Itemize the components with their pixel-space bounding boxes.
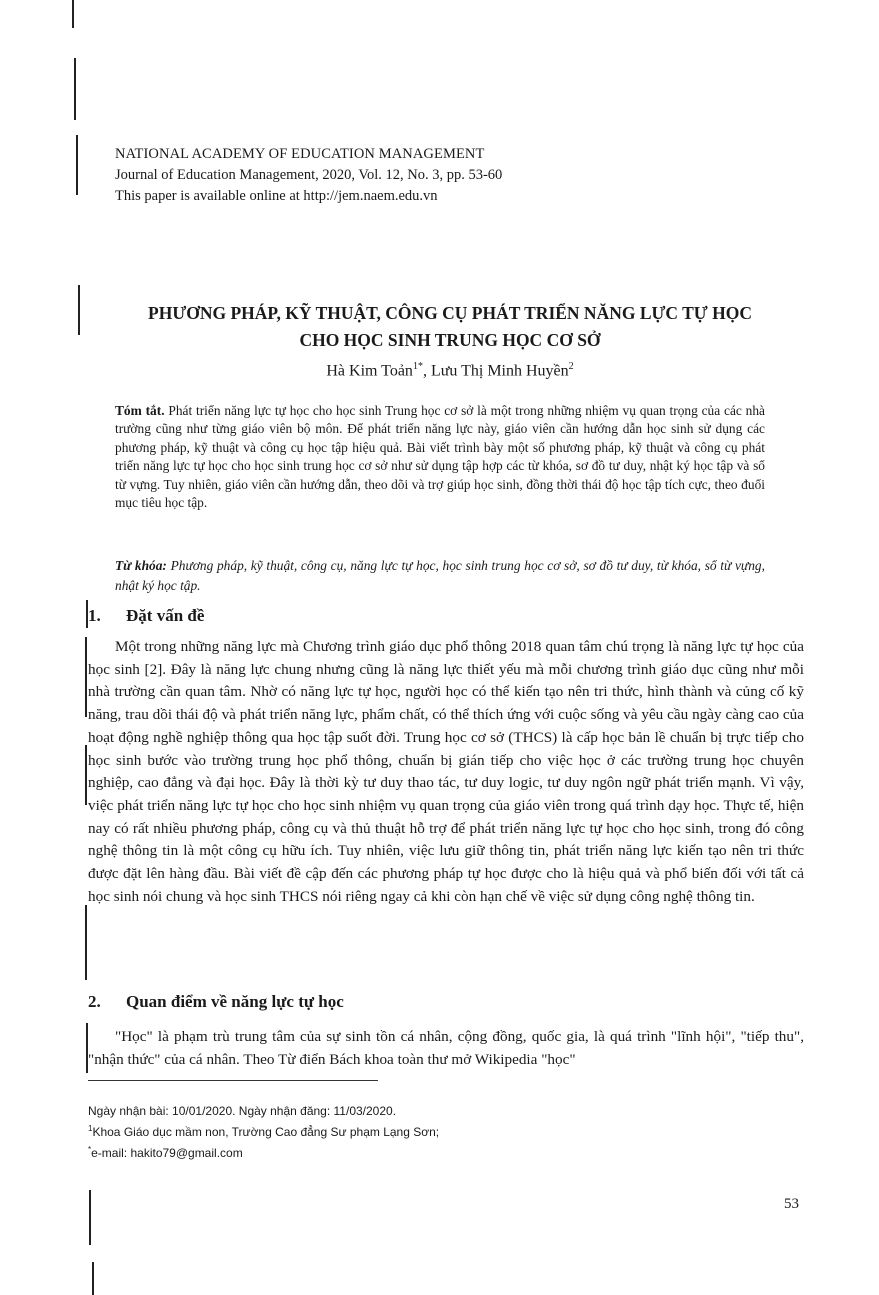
scan-margin-mark <box>92 1262 94 1295</box>
footnote-email <box>88 1141 439 1162</box>
journal-citation: Journal of Education Management, 2020, Vol. 12, No. 3, pp. 53-60 <box>115 167 503 183</box>
abstract <box>115 402 765 512</box>
scan-margin-mark <box>85 745 87 805</box>
section-1-paragraph: Một trong những năng lực mà Chương trình giáo dục phổ thông 2018 quan tâm chú trọng là năng lực tự học của học sinh [2]. Đây là năng lực chung nhưng cũng là năng lực thiết yếu mà mỗi chương trình giáo dục cũng như mỗi nhà trường cần quan tâm. Nhờ có năng lực tự học, người học có thể kiến tạo nên tri thức, hình thành và củng cố kỹ năng, trau dồi thái độ và phát triển năng lực, phẩm chất, có thể thích ứng với cuộc sống và yêu cầu ngày càng cao của hoạt động nghề nghiệp thông qua học tập suốt đời. Trung học cơ sở (THCS) là cấp học bản lề chuẩn bị trực tiếp cho học sinh bước vào trường trung học phổ thông, chuẩn bị gián tiếp cho việc học ở các trường trung học chuyên nghiệp, cao đẳng và đại học. Đây là thời kỳ tư duy thao tác, tư duy logic, tư duy ngôn ngữ phát triển mạnh. Vì vậy, việc phát triển năng lực tự học cho học sinh nhiệm vụ quan trọng của giáo viên trong quá trình dạy học. Thực tế, hiện nay có rất nhiều phương pháp, công cụ và thủ thuật hỗ trợ để phát triển năng lực tự học cho học sinh, trong đó công nghệ thông tin là một công cụ hữu ích. Tuy nhiên, việc lưu giữ thông tin, phát triển năng lực kiến tạo nên tri thức được đặt lên hàng đầu. Bài viết đề cập đến các phương pháp tự học được cho là hiệu quả và phổ biến đối với tất cả học sinh nói chung và học sinh THCS nói riêng ngay cả khi còn hạn chế về việc sử dụng công nghệ thông tin. <box>88 638 804 905</box>
email-text: e-mail: hakito79@gmail.com <box>91 1146 243 1160</box>
author-2-superscript: 2 <box>568 361 574 372</box>
scan-margin-mark <box>85 637 87 717</box>
paper-title <box>60 300 840 354</box>
section-1-number: 1. <box>88 606 101 625</box>
author-list <box>60 361 840 380</box>
affiliation-text: Khoa Giáo dục mầm non, Trường Cao đẳng Sư phạm Lạng Sơn; <box>92 1125 440 1139</box>
scan-margin-mark <box>72 0 74 28</box>
email-superscript: * <box>88 1145 92 1154</box>
journal-header <box>115 144 502 207</box>
footnote-divider <box>88 1080 378 1081</box>
title-line-1: PHƯƠNG PHÁP, KỸ THUẬT, CÔNG CỤ PHÁT TRIỂN NĂNG LỰC TỰ HỌC <box>148 303 752 323</box>
scan-margin-mark <box>76 135 78 195</box>
scan-margin-mark <box>74 58 76 120</box>
footnotes <box>88 1103 439 1162</box>
section-1-heading <box>88 606 204 626</box>
author-1-superscript: 1* <box>412 361 423 372</box>
footnote-dates: Ngày nhận bài: 10/01/2020. Ngày nhận đăng: 11/03/2020. <box>88 1104 397 1118</box>
availability-note: This paper is available online at http://jem.naem.edu.vn <box>115 188 438 204</box>
keywords <box>115 556 765 596</box>
organization-name: NATIONAL ACADEMY OF EDUCATION MANAGEMENT <box>115 146 485 162</box>
affiliation-superscript: 1 <box>88 1124 93 1133</box>
section-2-heading <box>88 992 344 1012</box>
author-separator: , <box>422 362 431 380</box>
author-2: Lưu Thị Minh Huyền <box>430 362 569 380</box>
keywords-text: Phương pháp, kỹ thuật, công cụ, năng lực tự học, học sinh trung học cơ sở, sơ đồ tư duy, từ khóa, sổ từ vựng, nhật ký học tập. <box>115 558 765 593</box>
footnote-affiliation <box>88 1120 439 1141</box>
scan-margin-mark <box>85 905 87 980</box>
section-2-paragraph: "Học" là phạm trù trung tâm của sự sinh tồn cá nhân, cộng đồng, quốc gia, là quá trình "lĩnh hội", "tiếp thu", "nhận thức" của cá nhân. Theo Từ điển Bách khoa toàn thư mở Wikipedia "học" <box>88 1028 804 1068</box>
abstract-text: Phát triển năng lực tự học cho học sinh Trung học cơ sở là một trong những nhiệm vụ quan trọng của các nhà trường cũng như từng giáo viên bộ môn. Để phát triển năng lực này, giáo viên cần hướng dẫn học sinh sử dụng các phương pháp, kỹ thuật và công cụ học tập hiệu quả. Bài viết trình bày một số phương pháp, kỹ thuật và công cụ phát triển năng lực tự học cho học sinh trung học cơ sở như sử dụng tập hợp các từ khóa, sơ đồ tư duy, nhật ký học tập và sổ từ vựng. Tuy nhiên, giáo viên cần hướng dẫn, theo dõi và trợ giúp học sinh, đồng thời thái độ học tập tích cực, theo đuổi mục tiêu học tập. <box>115 403 765 511</box>
scan-margin-mark <box>89 1190 91 1245</box>
title-line-2: CHO HỌC SINH TRUNG HỌC CƠ SỞ <box>299 330 601 350</box>
keywords-label: Từ khóa: <box>115 558 167 573</box>
section-2-title: Quan điểm về năng lực tự học <box>126 992 344 1011</box>
section-2-number: 2. <box>88 992 101 1011</box>
author-1: Hà Kim Toản <box>326 362 413 380</box>
page-number: 53 <box>784 1196 799 1212</box>
abstract-label: Tóm tắt. <box>115 403 165 418</box>
section-1-title: Đặt vấn đề <box>126 606 205 625</box>
